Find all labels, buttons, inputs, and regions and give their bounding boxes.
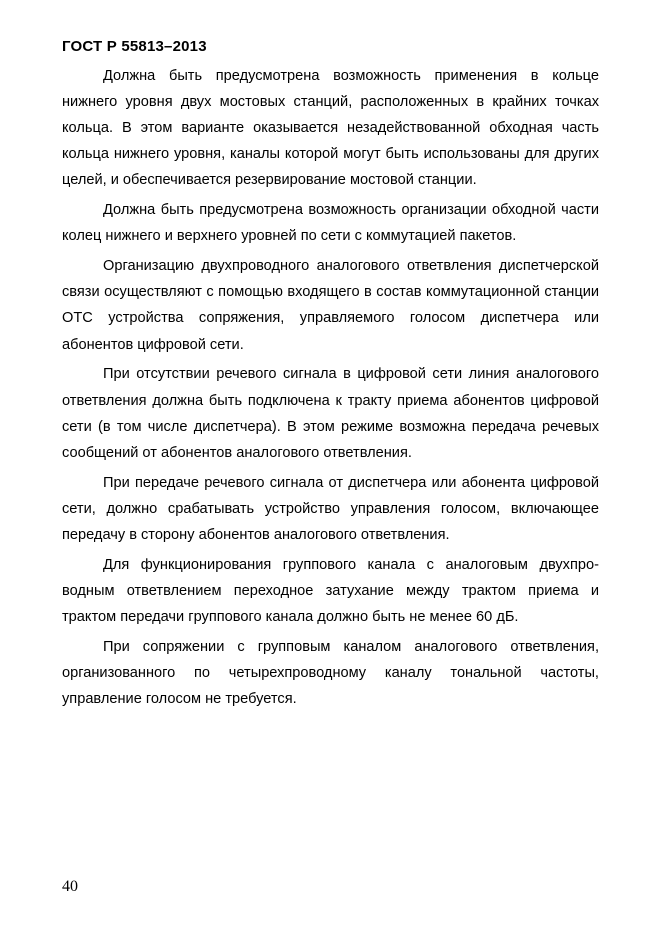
page-number: 40	[62, 878, 78, 895]
paragraph-analog-branch-organization: Организацию двухпроводного аналогового ответвления диспетчерской связи осуществляют с помощью входящего в состав коммутационной станции ОТС устройства сопряжения, управляемого голосом диспетчера или абонентов цифровой сети.	[62, 258, 599, 353]
standard-header: ГОСТ Р 55813–2013	[62, 38, 207, 55]
paragraph-crosstalk-attenuation: Для функционирования группового канала с аналоговым двухпроводным ответвлением переходное затухание между трактом приема и трактом передачи группового канала должно быть не менее 60 дБ.	[62, 556, 599, 625]
paragraph-bridge-stations: Должна быть предусмотрена возможность применения в кольце нижнего уровня двух мостовых станций, расположенных в крайних точках кольца. В этом варианте оказывается незадействованной обходная часть кольца нижнего уровня, каналы которой могут быть использованы для других целей, и обеспечивается резервирование мостовой станции.	[62, 68, 599, 189]
paragraph-four-wire-interface: При сопряжении с групповым каналом аналогового ответвления, организованного по четырехпроводному каналу тональной частоты, управление голосом не требуется.	[62, 638, 599, 707]
paragraph-speech-transmission: При передаче речевого сигнала от диспетчера или абонента цифровой сети, должно срабатывать устройство управления голосом, включающее передачу в сторону абонентов аналогового ответвления.	[62, 474, 599, 543]
paragraph-bypass-packet-network: Должна быть предусмотрена возможность организации обходной части колец нижнего и верхнего уровней по сети с коммутацией пакетов.	[62, 202, 599, 245]
document-body	[62, 63, 599, 716]
paragraph-no-speech-signal: При отсутствии речевого сигнала в цифровой сети линия аналогового ответвления должна быть подключена к тракту приема абонентов цифровой сети (в том числе диспетчера). В этом режиме возможна передача речевых сообщений от абонентов аналогового ответвления.	[62, 366, 599, 461]
